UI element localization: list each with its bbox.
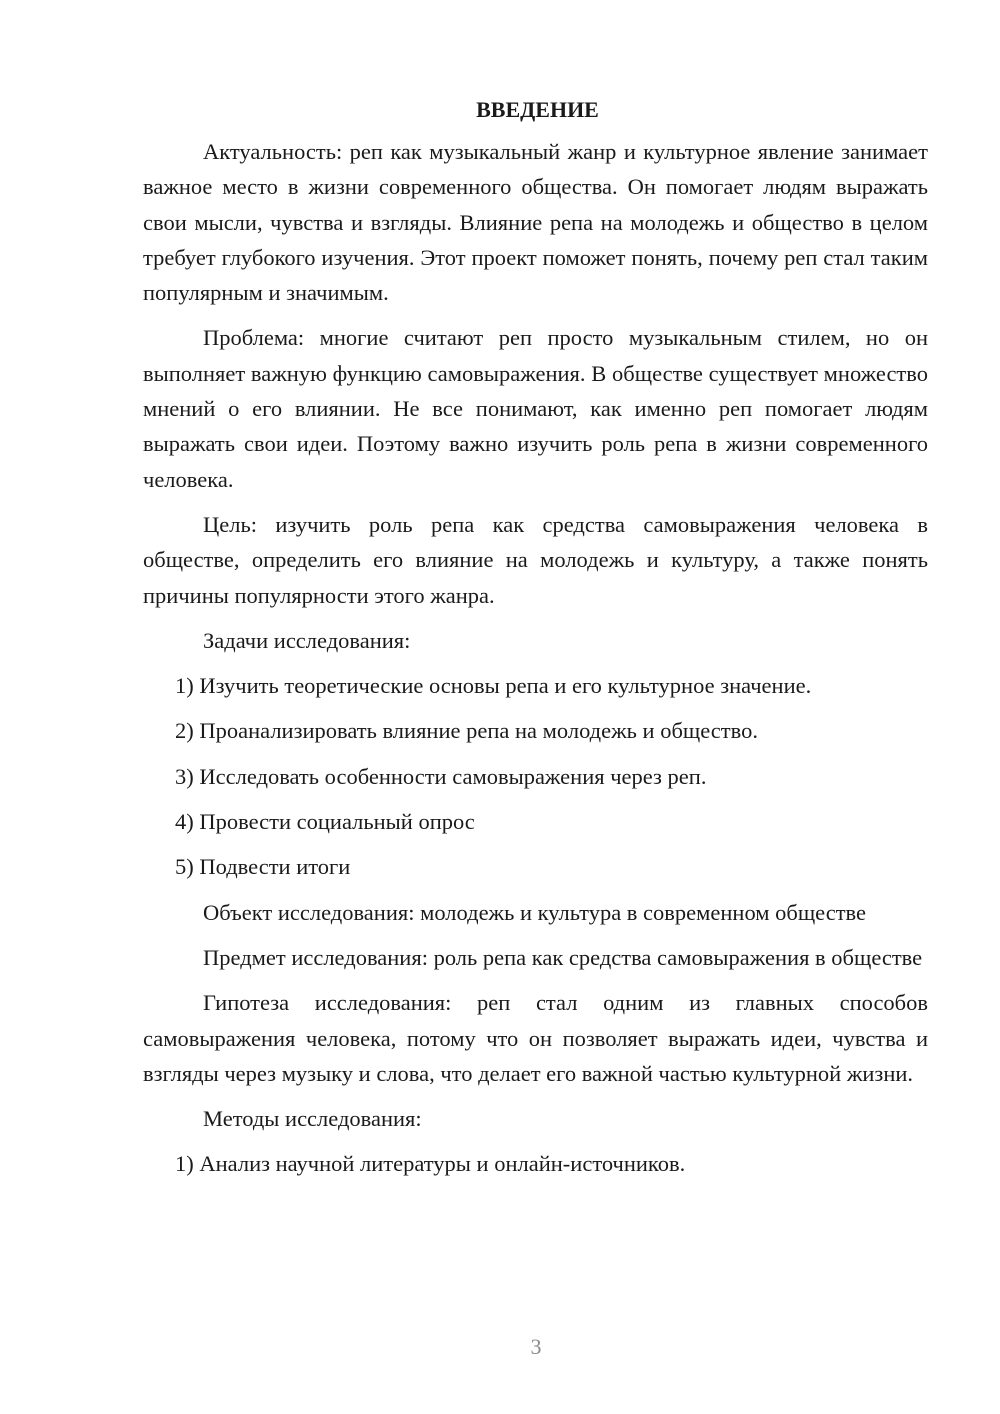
paragraph-hypothesis: Гипотеза исследования: реп стал одним из главных способов самовыражения человека, потому что он позволяет выражать идеи, чувства и взгляды через музыку и слова, что делает его важной частью культурной жизни. [143, 990, 928, 1086]
list-item: 4) Провести социальный опрос [175, 809, 475, 835]
paragraph-subject: Предмет исследования: роль репа как средства самовыражения в обществе [203, 944, 923, 970]
paragraph-problem: Проблема: многие считают реп просто музыкальным стилем, но он выполняет важную функцию самовыражения. В обществе существует множество мнений о его влиянии. Не все понимают, как именно реп помогает людям выражать свои идеи. Поэтому важно изучить роль репа в жизни современного человека. [143, 325, 928, 492]
paragraph-object: Объект исследования: молодежь и культура в современном обществе [203, 899, 867, 925]
paragraph-goal: Цель: изучить роль репа как средства самовыражения человека в обществе, определить его влияние на молодежь и культуру, а также понять причины популярности этого жанра. [143, 511, 928, 608]
methods-list [143, 1146, 928, 1181]
section-heading: ВВЕДЕНИЕ [476, 97, 599, 122]
page-number: 3 [530, 1334, 542, 1359]
list-item: 5) Подвести итоги [175, 854, 351, 880]
list-item: 1) Изучить теоретические основы репа и его культурное значение. [175, 673, 812, 699]
document-page [143, 92, 928, 1192]
list-item: 1) Анализ научной литературы и онлайн-источников. [175, 1151, 686, 1177]
tasks-title: Задачи исследования: [203, 627, 411, 653]
methods-title: Методы исследования: [203, 1106, 422, 1132]
tasks-list [143, 668, 928, 884]
paragraph-relevance: Актуальность: реп как музыкальный жанр и культурное явление занимает важное место в жизни современного общества. Он помогает людям выражать свои мысли, чувства и взгляды. Влияние репа на молодежь и общество в целом требует глубокого изучения. Этот проект поможет понять, почему реп стал таким популярным и значимым. [143, 139, 928, 306]
list-item: 2) Проанализировать влияние репа на молодежь и общество. [175, 718, 758, 744]
list-item: 3) Исследовать особенности самовыражения через реп. [175, 763, 707, 789]
